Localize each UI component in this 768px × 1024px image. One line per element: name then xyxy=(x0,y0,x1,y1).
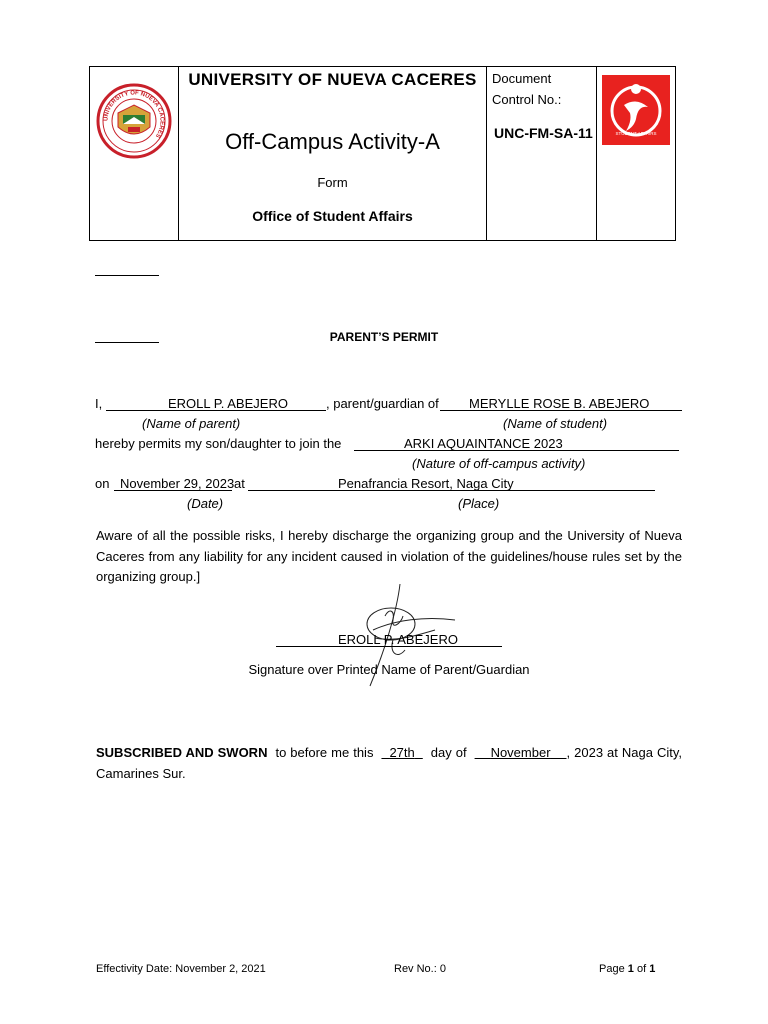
form-title: Off-Campus Activity-A xyxy=(225,129,440,154)
sworn-text-1: to before me this xyxy=(275,745,374,760)
title-cell xyxy=(179,67,487,240)
sworn-text-2: day of xyxy=(430,745,467,760)
permit-title: PARENT’S PERMIT xyxy=(329,330,439,344)
effectivity-date: Effectivity Date: November 2, 2021 xyxy=(96,963,266,975)
sworn-bold-text: SUBSCRIBED AND SWORN xyxy=(96,745,268,760)
sworn-day: 27th xyxy=(389,745,415,760)
doc-control-label: Document Control No.: xyxy=(492,71,562,107)
activity-name: ARKI AQUAINTANCE 2023 xyxy=(404,436,563,451)
waiver-paragraph: Aware of all the possible risks, I hereby discharge the organizing group and the University of Nueva Caceres from any liability for any incident caused in violation of the guidelines/house rules set by the organizing group.] xyxy=(96,528,682,584)
line3-mid: at xyxy=(234,476,245,491)
university-name: UNIVERSITY OF NUEVA CACERES xyxy=(188,70,477,89)
seal-text: UNIVERSITY OF NUEVA CACERES xyxy=(103,90,165,139)
parent-name: EROLL P. ABEJERO xyxy=(168,396,288,411)
office-name: Office of Student Affairs xyxy=(252,208,413,224)
university-seal-icon xyxy=(96,83,172,159)
sworn-statement xyxy=(96,743,682,784)
doc-control-cell xyxy=(487,67,597,240)
page-number: Page 1 of 1 xyxy=(599,963,656,975)
activity-place: Penafrancia Resort, Naga City xyxy=(338,476,514,491)
seal-cell xyxy=(90,67,179,240)
sworn-month: November xyxy=(490,745,551,760)
student-affairs-logo-icon xyxy=(602,75,670,145)
line1-prefix: I, xyxy=(95,396,103,411)
logo-text: STUDENT AFFAIRS xyxy=(615,131,657,136)
logo-cell xyxy=(597,67,676,240)
header-table xyxy=(89,66,676,241)
parent-caption: (Name of parent) xyxy=(142,416,241,431)
signature-caption: Signature over Printed Name of Parent/Guardian xyxy=(248,662,530,677)
place-caption: (Place) xyxy=(458,496,500,511)
line2-prefix: hereby permits my son/daughter to join the xyxy=(95,436,342,451)
student-caption: (Name of student) xyxy=(503,416,608,431)
student-name: MERYLLE ROSE B. ABEJERO xyxy=(469,396,650,411)
line1-mid: , parent/guardian of xyxy=(326,396,439,411)
date-caption: (Date) xyxy=(187,496,224,511)
doc-control-code: UNC-FM-SA-11 xyxy=(494,125,593,141)
revision-number: Rev No.: 0 xyxy=(394,963,446,975)
line3-prefix: on xyxy=(95,476,110,491)
signature-name: EROLL P. ABEJERO xyxy=(338,632,458,647)
activity-date: November 29, 2023 xyxy=(120,476,235,491)
form-label: Form xyxy=(317,175,348,190)
sworn-text-3: , 2023 at Naga City, Camarines Sur. xyxy=(96,745,682,781)
activity-caption: (Nature of off-campus activity) xyxy=(412,456,586,471)
blank-line xyxy=(95,275,159,276)
